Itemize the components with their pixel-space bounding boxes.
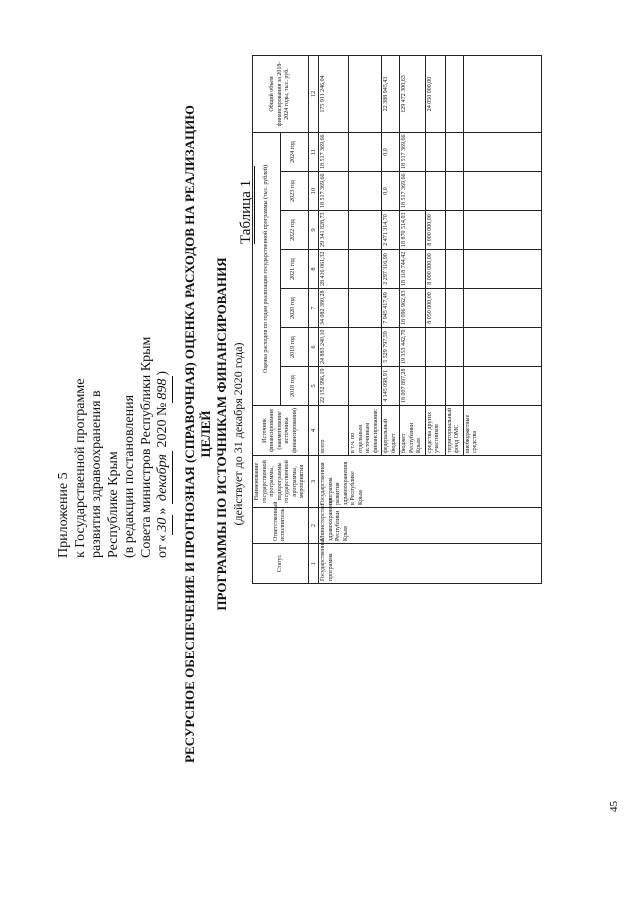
value-cell: 4 145 098,91 bbox=[382, 367, 400, 406]
value-cell: 18 517 369,66 bbox=[400, 132, 426, 171]
value-cell bbox=[463, 132, 541, 171]
header-source: Источник финансирования (наименование источника финансирования) bbox=[253, 406, 309, 456]
value-cell: 19 353 442,70 bbox=[400, 328, 426, 367]
executor-cell: Министерство здравоохранения Республики Крым bbox=[319, 508, 542, 544]
page-number: 45 bbox=[608, 801, 620, 812]
table-number: Таблица 1 bbox=[238, 166, 255, 244]
value-cell bbox=[425, 172, 445, 211]
value-cell bbox=[349, 328, 382, 367]
value-cell: 18 517 369,66 bbox=[319, 172, 349, 211]
title-validity: (действует до 31 декабря 2020 года) bbox=[231, 342, 245, 526]
value-cell: 5 529 797,59 bbox=[382, 328, 400, 367]
value-cell bbox=[349, 55, 382, 132]
value-cell bbox=[445, 172, 463, 211]
value-cell: 18 517 369,66 bbox=[400, 172, 426, 211]
annex-block bbox=[56, 318, 173, 558]
value-cell bbox=[445, 55, 463, 132]
value-cell bbox=[349, 289, 382, 328]
annex-date-line: от «30» декабря 2020 №898) bbox=[155, 318, 173, 558]
annex-line: Приложение 5 bbox=[56, 472, 71, 558]
header-total: Общий объем финансирования за 2018-2024 годы, тыс. руб. bbox=[253, 55, 309, 132]
header-estimate: Оценка расходов по годам реализации государственной программы (тыс. рублей) bbox=[253, 132, 281, 405]
value-cell bbox=[425, 367, 445, 406]
value-cell bbox=[463, 367, 541, 406]
value-cell bbox=[349, 172, 382, 211]
header-name: Наименование государственной программы, подпрограммы государственной программы, мероприятия bbox=[253, 456, 309, 508]
column-number: 7 bbox=[308, 289, 319, 328]
value-cell bbox=[463, 55, 541, 132]
value-cell: 34 082 380,28 bbox=[319, 289, 349, 328]
title-line-1: РЕСУРСНОЕ ОБЕСПЕЧЕНИЕ И ПРОГНОЗНАЯ (СПРАВОЧНАЯ) ОЦЕНКА РАСХОДОВ НА РЕАЛИЗАЦИЮ ЦЕЛЕЙ bbox=[182, 105, 213, 763]
source-cell: средства других участников bbox=[425, 406, 445, 456]
value-cell bbox=[445, 211, 463, 250]
value-cell bbox=[463, 211, 541, 250]
column-number: 6 bbox=[308, 328, 319, 367]
column-number: 1 bbox=[308, 544, 319, 584]
value-cell: 2 297 316,90 bbox=[382, 250, 400, 289]
annex-line: Совета министров Республики Крым bbox=[138, 336, 154, 558]
value-cell bbox=[445, 289, 463, 328]
value-cell: 0,0 bbox=[382, 132, 400, 171]
value-cell: 2 471 314,70 bbox=[382, 211, 400, 250]
value-cell: 22 388 945,43 bbox=[382, 55, 400, 132]
source-cell: всего bbox=[319, 406, 349, 456]
column-number: 11 bbox=[308, 132, 319, 171]
value-cell: 18 007 897,28 bbox=[400, 367, 426, 406]
value-cell: 18 096 962,83 bbox=[400, 289, 426, 328]
value-cell bbox=[463, 172, 541, 211]
column-number: 2 bbox=[308, 508, 319, 544]
value-cell: 24 050 000,00 bbox=[425, 55, 445, 132]
annex-line: (в редакции постановления bbox=[122, 394, 137, 558]
program-name-cell: Государственная программа развития здравоохранения в Республике Крым bbox=[319, 456, 542, 508]
value-cell: 129 472 300,63 bbox=[400, 55, 426, 132]
source-cell: бюджет Республики Крым bbox=[400, 406, 426, 456]
value-cell: 8 000 000,00 bbox=[425, 211, 445, 250]
value-cell: 29 341 828,73 bbox=[319, 211, 349, 250]
annex-line: Республике Крым bbox=[105, 451, 121, 558]
value-cell bbox=[349, 211, 382, 250]
column-number: 8 bbox=[308, 250, 319, 289]
year-header: 2019 год bbox=[280, 328, 308, 367]
year-header: 2022 год bbox=[280, 211, 308, 250]
title-line-2: ПРОГРАММЫ ПО ИСТОЧНИКАМ ФИНАНСИРОВАНИЯ bbox=[214, 257, 229, 611]
column-number: 3 bbox=[308, 456, 319, 508]
year-header: 2021 год bbox=[280, 250, 308, 289]
value-cell bbox=[463, 328, 541, 367]
resources-table bbox=[252, 55, 542, 584]
year-header: 2023 год bbox=[280, 172, 308, 211]
value-cell: 0,0 bbox=[382, 172, 400, 211]
table-header-row bbox=[253, 55, 281, 583]
value-cell: 8 000 000,00 bbox=[425, 250, 445, 289]
column-number: 12 bbox=[308, 55, 319, 132]
value-cell bbox=[463, 289, 541, 328]
value-cell: 22 152 996,19 bbox=[319, 367, 349, 406]
source-cell: в т.ч. по отдельным источникам финансирования: bbox=[349, 406, 382, 456]
handwritten-month: декабря bbox=[155, 451, 173, 504]
value-cell: 175 911 246,04 bbox=[319, 55, 349, 132]
document-title bbox=[182, 84, 246, 784]
header-status: Статус bbox=[253, 544, 309, 584]
column-number: 9 bbox=[308, 211, 319, 250]
handwritten-day: 30 bbox=[155, 515, 173, 535]
value-cell bbox=[445, 328, 463, 367]
year-header: 2018 год bbox=[280, 367, 308, 406]
value-cell bbox=[463, 250, 541, 289]
column-number: 5 bbox=[308, 367, 319, 406]
column-number: 10 bbox=[308, 172, 319, 211]
value-cell bbox=[425, 328, 445, 367]
annex-line: развития здравоохранения в bbox=[89, 390, 104, 558]
status-cell: Государственная программа bbox=[319, 544, 542, 584]
value-cell: 18 870 514,03 bbox=[400, 211, 426, 250]
value-cell: 7 945 417,49 bbox=[382, 289, 400, 328]
year-header: 2024 год bbox=[280, 132, 308, 171]
value-cell bbox=[349, 250, 382, 289]
column-number: 4 bbox=[308, 406, 319, 456]
source-cell: территориальный фонд ОМС bbox=[445, 406, 463, 456]
value-cell bbox=[445, 367, 463, 406]
value-cell: 18 118 744,42 bbox=[400, 250, 426, 289]
table-row bbox=[319, 55, 349, 583]
value-cell bbox=[425, 132, 445, 171]
handwritten-number: 898 bbox=[155, 376, 173, 403]
year-header: 2020 год bbox=[280, 289, 308, 328]
source-cell: федеральный бюджет bbox=[382, 406, 400, 456]
value-cell: 8 050 000,00 bbox=[425, 289, 445, 328]
source-cell: внебюджетные средства bbox=[463, 406, 541, 456]
value-cell: 24 883 240,10 bbox=[319, 328, 349, 367]
value-cell bbox=[349, 367, 382, 406]
value-cell bbox=[349, 132, 382, 171]
value-cell bbox=[445, 132, 463, 171]
value-cell bbox=[445, 250, 463, 289]
value-cell: 28 416 061,32 bbox=[319, 250, 349, 289]
column-number-row bbox=[308, 55, 319, 583]
value-cell: 18 517 369,66 bbox=[319, 132, 349, 171]
header-executor: Ответственный исполнитель bbox=[253, 508, 309, 544]
annex-line: к Государственной программе bbox=[72, 378, 88, 558]
